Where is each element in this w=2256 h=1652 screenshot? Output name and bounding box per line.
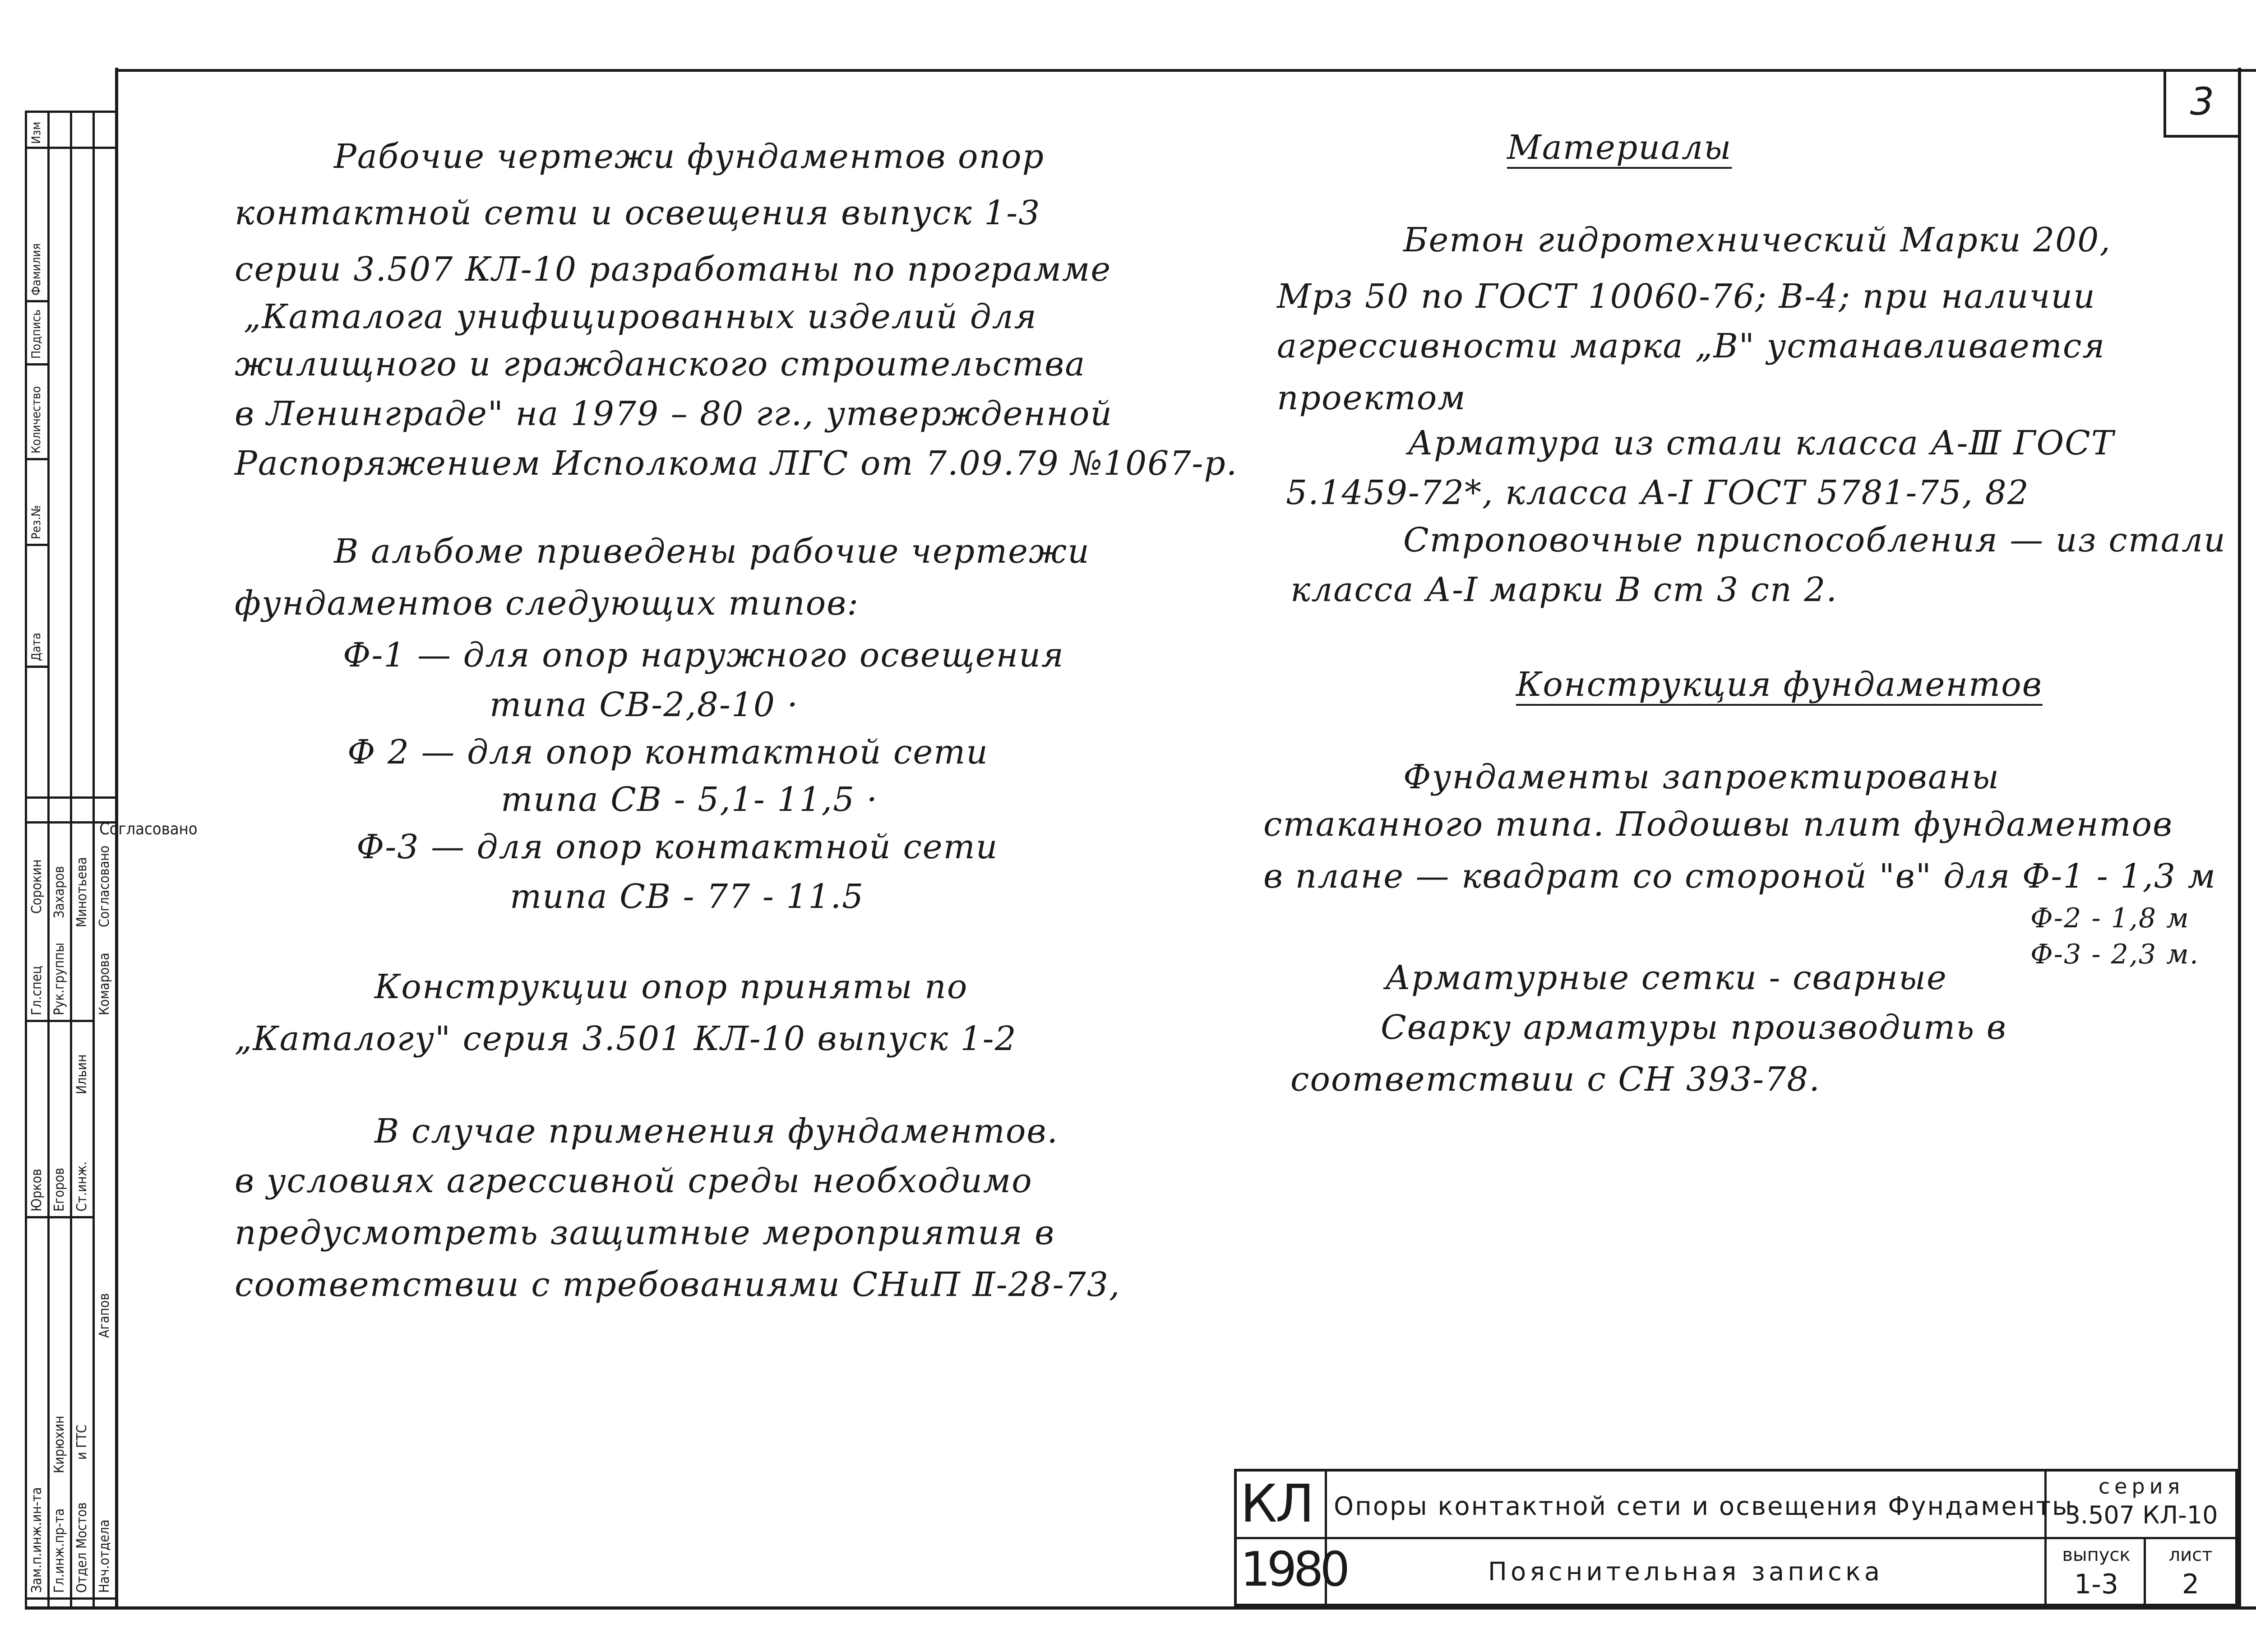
left-para2-line: В альбоме приведены рабочие чертежи [334,532,1090,571]
construction-line: Ф-2 - 1,8 м [2030,902,2190,934]
materials-line: 5.1459-72*, класса А-I ГОСТ 5781-75, 82 [1286,473,2029,512]
left-para4-line: в условиях агрессивной среды необходимо [235,1161,1033,1200]
title-year: 1980 [1240,1542,1347,1597]
sidebar-cell-signature: Подпись [29,309,43,359]
sidebar-sign-position: Нач.отдела [97,1519,112,1593]
construction-line: стаканного типа. Подошвы плит фундаментов [1263,805,2173,844]
left-para2-line: Ф 2 — для опор контактной сети [347,733,989,772]
left-para2-line: Ф-3 — для опор контактной сети [356,828,999,866]
sidebar-sign-position: Гл.спец [29,966,45,1015]
left-para4-line: предусмотреть защитные мероприятия в [235,1213,1055,1252]
left-para1-line: в Ленинграде" на 1979 – 80 гг., утвержденной [235,394,1113,433]
construction-line: Арматурные сетки - сварные [1385,958,1947,997]
left-para3-line: Конструкции опор приняты по [374,967,968,1006]
sidebar-cell-date: Дата [29,633,43,661]
sidebar-sign-name: Сорокин [29,859,45,914]
frame-left-border [115,68,118,1609]
materials-heading: Материалы [1507,128,1732,167]
sidebar-sign-name: Захаров [51,866,67,918]
left-para1-line: серии 3.507 КЛ-10 разработаны по программе [235,250,1112,289]
left-para2-line: типа СВ - 5,1- 11,5 · [501,780,878,819]
sidebar-sign-name: Комарова [97,953,112,1015]
materials-line: класса А-I марки В ст 3 сп 2. [1290,570,1838,609]
sidebar-sign-name: Согласовано [97,845,112,927]
materials-line: Бетон гидротехнический Марки 200, [1403,221,2111,259]
sidebar-sign-name: Егоров [51,1167,67,1212]
sidebar-sign-name: Агапов [97,1293,112,1338]
sidebar-cell-surname: Фамилия [29,243,43,296]
sidebar-sign-position: и ГТС [74,1425,90,1460]
left-para1-line: Распоряжением Исполкома ЛГС от 7.09.79 №1067-р. [235,444,1238,483]
construction-line: в плане — квадрат со стороной "в" для Ф-1 - 1,3 м [1263,857,2216,896]
title-subtitle: Пояснительная записка [1488,1557,1884,1587]
materials-line: проектом [1277,379,1466,417]
sidebar-sign-name: Кирюхин [51,1416,67,1473]
sidebar-sign-position: Рук.группы [51,942,67,1015]
sidebar-sign-name: Юрков [29,1169,45,1212]
sidebar-cell-rev: Изм [29,121,43,144]
title-main: Опоры контактной сети и освещения Фундаменты [1334,1492,2074,1521]
frame-top-border [117,69,2256,72]
frame-bottom-border [25,1606,2256,1610]
left-para1-line: Рабочие чертежи фундаментов опор [334,137,1045,176]
approval-sidebar [25,111,198,1606]
issue-value: 1-3 [2074,1569,2118,1600]
materials-line: Арматура из стали класса А-Ⅲ ГОСТ [1408,424,2115,463]
left-para1-line: жилищного и гражданского строительства [235,345,1086,384]
construction-line: Сварку арматуры производить в [1381,1008,2007,1047]
materials-line: Мрз 50 по ГОСТ 10060-76; В-4; при наличии [1277,277,2096,316]
left-para1-line: контактной сети и освещения выпуск 1-3 [235,194,1041,232]
sidebar-cell-quantity: Количество [29,386,43,453]
construction-heading: Конструкция фундаментов [1516,665,2043,704]
title-code: КЛ [1240,1474,1313,1534]
left-para4-line: В случае применения фундаментов. [374,1112,1059,1151]
sidebar-cell-ref: Рез.№ [29,505,43,539]
sidebar-sign-position: Отдел Мостов [74,1502,90,1593]
sidebar-sign-position: Гл.инж.пр-та [51,1508,67,1593]
frame-right-border [2238,68,2241,1609]
materials-line: агрессивности марка „В" устанавливается [1277,327,2106,366]
construction-line: Ф-3 - 2,3 м. [2030,939,2199,970]
left-para2-line: типа СВ - 77 - 11.5 [510,877,864,916]
series-value: 3.507 КЛ-10 [2065,1501,2218,1529]
left-para3-line: „Каталогу" серия 3.501 КЛ-10 выпуск 1-2 [235,1019,1017,1058]
title-block [1234,1469,2238,1606]
construction-line: соответствии с СН 393-78. [1290,1060,1821,1099]
sidebar-sign-name: Минотьева [74,857,90,927]
sidebar-sign-position: Зам.п.инж.ин-та [29,1487,45,1593]
sidebar-sign-name: Ильин [74,1054,90,1094]
left-para2-line: типа СВ-2,8-10 · [490,685,799,724]
left-para2-line: Ф-1 — для опор наружного освещения [343,636,1064,675]
sidebar-sign-position: Ст.инж. [74,1161,90,1212]
sidebar-stamp-label: Согласовано [99,820,198,838]
left-para2-line: фундаментов следующих типов: [235,584,860,623]
left-para4-line: соответствии с требованиями СНиП Ⅱ-28-73, [235,1265,1121,1304]
construction-line: Фундаменты запроектированы [1403,758,2000,796]
series-label: серия [2098,1474,2185,1499]
sheet-number: 3 [2164,70,2238,138]
issue-label: выпуск [2062,1545,2131,1565]
sheet-label: лист [2168,1545,2213,1565]
materials-line: Строповочные приспособления — из стали [1403,521,2226,560]
left-para1-line: „Каталога унифицированных изделий для [244,297,1037,336]
sheet-value: 2 [2182,1569,2200,1600]
